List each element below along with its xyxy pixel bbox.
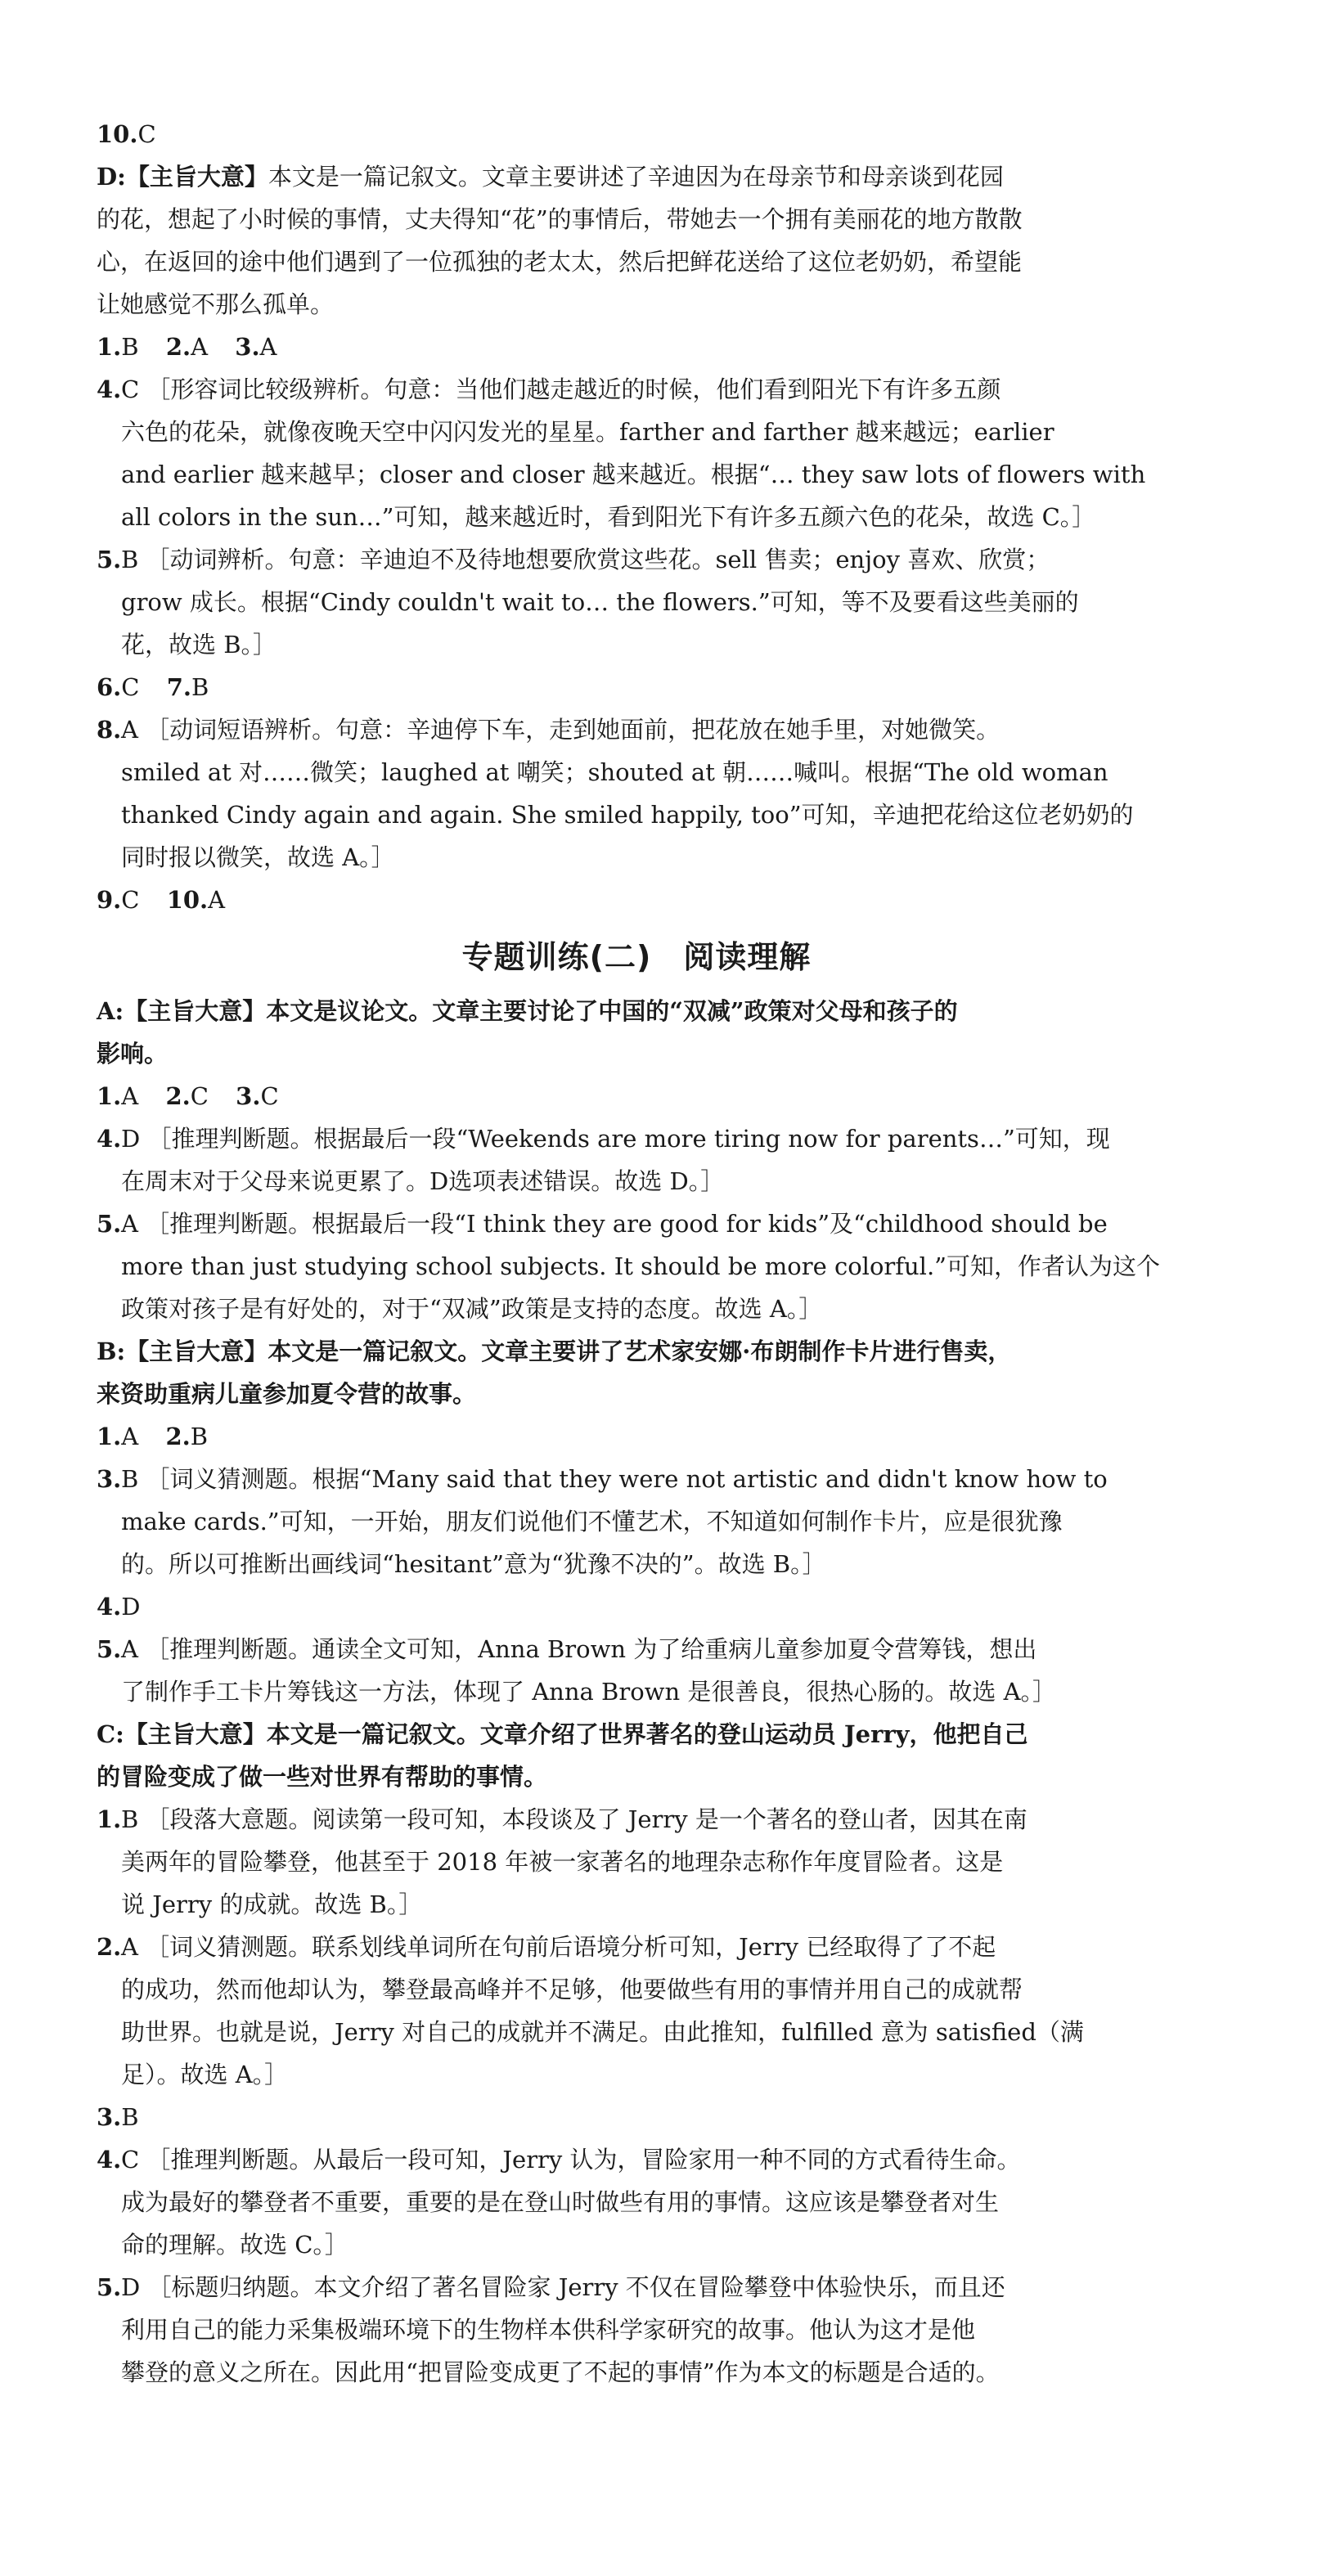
question-number: 4. xyxy=(97,375,122,403)
text-line: make cards.”可知，一开始，朋友们说他们不懂艺术，不知道如何制作卡片，应是很犹豫 xyxy=(121,1508,1063,1535)
explanation-8 xyxy=(97,708,1176,879)
passage-label: C:【主旨大意】 xyxy=(97,1720,267,1748)
answer-line-6-7 xyxy=(97,666,1176,708)
text-line: 心，在返回的途中他们遇到了一位孤独的老太太，然后把鲜花送给了这位老奶奶，希望能 xyxy=(97,248,1023,276)
text-line: thanked Cindy again and again. She smiled happily, too”可知，辛迪把花给这位老奶奶的 xyxy=(121,801,1134,829)
answer-letter: A xyxy=(121,1082,139,1110)
text-line: 的冒险变成了做一些对世界有帮助的事情。 xyxy=(97,1763,548,1791)
answer-letter: B xyxy=(190,1423,209,1450)
text-line: 本文是一篇记叙文。文章主要讲了艺术家安娜·布朗制作卡片进行售卖， xyxy=(268,1337,1012,1365)
answer-letter: C xyxy=(121,886,140,914)
passage-c-explanation-5 xyxy=(97,2266,1176,2394)
text-line: grow 成长。根据“Cindy couldn't wait to… the flowers.”可知，等不及要看这些美丽的 xyxy=(121,588,1079,616)
passage-label: D:【主旨大意】 xyxy=(97,163,268,191)
text-line: D ［推理判断题。根据最后一段“Weekends are more tiring now for parents…”可知，现 xyxy=(121,1125,1110,1153)
passage-c-explanation-1 xyxy=(97,1798,1176,1926)
text-line: 本文是一篇记叙文。文章介绍了世界著名的登山运动员 Jerry，他把自己 xyxy=(266,1720,1028,1748)
text-line: C ［推理判断题。从最后一段可知，Jerry 认为，冒险家用一种不同的方式看待生命。 xyxy=(121,2146,1021,2174)
text-line: B ［动词辨析。句意：辛迪迫不及待地想要欣赏这些花。sell 售卖；enjoy 喜欢、欣赏； xyxy=(121,546,1050,573)
text-line: 花，故选 B。］ xyxy=(121,631,277,659)
question-number: 4. xyxy=(97,1125,122,1153)
text-line: 命的理解。故选 C。］ xyxy=(121,2231,348,2259)
answer-letter: B xyxy=(121,333,139,361)
text-line: 本文是一篇记叙文。文章主要讲述了辛迪因为在母亲节和母亲谈到花园 xyxy=(268,163,1004,191)
passage-label: A:【主旨大意】 xyxy=(97,997,267,1025)
question-number: 8. xyxy=(97,716,122,744)
passage-b-answer-4 xyxy=(97,1585,1176,1628)
passage-b-summary xyxy=(97,1330,1176,1415)
text-line: A ［词义猜测题。联系划线单词所在句前后语境分析可知，Jerry 已经取得了了不起 xyxy=(121,1933,996,1961)
passage-a-summary xyxy=(97,990,1176,1075)
text-line: 同时报以微笑，故选 A。］ xyxy=(121,843,395,871)
question-number: 10. xyxy=(166,886,209,914)
text-line: 六色的花朵，就像夜晚天空中闪闪发光的星星。farther and farther 越来越远；earlier xyxy=(121,418,1054,446)
question-number: 3. xyxy=(97,2103,122,2131)
question-number: 6. xyxy=(97,673,122,701)
question-number: 7. xyxy=(166,673,191,701)
text-line: and earlier 越来越早；closer and closer 越来越近。根据“… they saw lots of flowers with xyxy=(121,461,1146,488)
answer-letter: A xyxy=(191,333,209,361)
text-line: 让她感觉不那么孤单。 xyxy=(97,290,335,318)
passage-b-answers-1-2 xyxy=(97,1415,1176,1458)
passage-c-explanation-4 xyxy=(97,2138,1176,2266)
text-line: more than just studying school subjects. It should be more colorful.”可知，作者认为这个 xyxy=(121,1252,1160,1280)
text-line: 本文是议论文。文章主要讨论了中国的“双减”政策对父母和孩子的 xyxy=(266,997,958,1025)
question-number: 5. xyxy=(97,1210,122,1238)
section-title: 专题训练(二) 阅读理解 xyxy=(461,939,812,975)
text-line: 利用自己的能力采集极端环境下的生物样本供科学家研究的故事。他认为这才是他 xyxy=(121,2316,976,2344)
answer-letter: C xyxy=(121,673,140,701)
passage-a-explanation-4 xyxy=(97,1117,1176,1203)
text-line: 了制作手工卡片筹钱这一方法，体现了 Anna Brown 是很善良，很热心肠的。故选 A。］ xyxy=(121,1678,1057,1706)
question-number: 10. xyxy=(97,120,138,148)
text-line: 的花，想起了小时候的事情，丈夫得知“花”的事情后，带她去一个拥有美丽花的地方散散 xyxy=(97,205,1023,233)
answer-line-9-10 xyxy=(97,879,1176,921)
answer-letter: A xyxy=(259,333,277,361)
passage-c-summary xyxy=(97,1713,1176,1798)
answer-letter: B xyxy=(121,2103,139,2131)
answer-letter: A xyxy=(208,886,226,914)
question-number: 2. xyxy=(165,333,191,361)
text-line: 足）。故选 A。］ xyxy=(121,2061,289,2088)
question-number: 5. xyxy=(97,2273,122,2301)
passage-b-explanation-5 xyxy=(97,1628,1176,1713)
question-number: 1. xyxy=(97,1423,122,1450)
answer-letter: D xyxy=(121,1593,141,1621)
text-line: B ［词义猜测题。根据“Many said that they were not artistic and didn't know how to xyxy=(121,1465,1108,1493)
text-line: C ［形容词比较级辨析。句意：当他们越走越近的时候，他们看到阳光下有许多五颜 xyxy=(121,375,1001,403)
text-line: 成为最好的攀登者不重要，重要的是在登山时做些有用的事情。这应该是攀登者对生 xyxy=(121,2188,1000,2216)
passage-c-explanation-2 xyxy=(97,1926,1176,2096)
text-line: 的成功，然而他却认为，攀登最高峰并不足够，他要做些有用的事情并用自己的成就帮 xyxy=(121,1976,1023,2003)
passage-d-summary xyxy=(97,155,1176,326)
text-line: 美两年的冒险攀登，他甚至于 2018 年被一家著名的地理杂志称作年度冒险者。这是 xyxy=(121,1848,1004,1876)
text-line: D ［标题归纳题。本文介绍了著名冒险家 Jerry 不仅在冒险攀登中体验快乐，而且还 xyxy=(121,2273,1005,2301)
text-line: smiled at 对……微笑；laughed at 嘲笑；shouted at 朝……喊叫。根据“The old woman xyxy=(121,758,1108,786)
passage-b-explanation-3 xyxy=(97,1458,1176,1585)
passage-a-answers-1-3 xyxy=(97,1075,1176,1117)
explanation-4 xyxy=(97,368,1176,538)
answer-letter: C xyxy=(137,120,156,148)
answer-line-1-3 xyxy=(97,326,1176,368)
text-line: 影响。 xyxy=(97,1040,169,1068)
question-number: 4. xyxy=(97,1593,122,1621)
text-line: B ［段落大意题。阅读第一段可知，本段谈及了 Jerry 是一个著名的登山者，因其在南 xyxy=(121,1805,1027,1833)
question-number: 9. xyxy=(97,886,122,914)
text-line: all colors in the sun…”可知，越来越近时，看到阳光下有许多五颜六色的花朵，故选 C。］ xyxy=(121,503,1096,531)
text-line: A ［推理判断题。根据最后一段“I think they are good for kids”及“childhood should be xyxy=(121,1210,1108,1238)
text-line: 政策对孩子是有好处的，对于“双减”政策是支持的态度。故选 A。］ xyxy=(121,1295,823,1323)
answer-letter: B xyxy=(191,673,209,701)
text-line: 在周末对于父母来说更累了。D选项表述错误。故选 D。］ xyxy=(121,1167,725,1195)
passage-label: B:【主旨大意】 xyxy=(97,1337,268,1365)
answer-letter: A xyxy=(121,1423,139,1450)
text-line: A ［推理判断题。通读全文可知，Anna Brown 为了给重病儿童参加夏令营筹钱，想出 xyxy=(121,1635,1037,1663)
text-line: 的。所以可推断出画线词“hesitant”意为“犹豫不决的”。故选 B。］ xyxy=(121,1550,826,1578)
question-number: 5. xyxy=(97,1635,122,1663)
question-number: 5. xyxy=(97,546,122,573)
question-number: 3. xyxy=(236,1082,261,1110)
passage-a-explanation-5 xyxy=(97,1203,1176,1330)
text-line: 攀登的意义之所在。因此用“把冒险变成更了不起的事情”作为本文的标题是合适的。 xyxy=(121,2358,1000,2386)
question-number: 1. xyxy=(97,333,122,361)
question-number: 2. xyxy=(97,1933,122,1961)
question-number: 1. xyxy=(97,1805,122,1833)
answer-line-10 xyxy=(97,113,1176,155)
question-number: 3. xyxy=(97,1465,122,1493)
text-line: A ［动词短语辨析。句意：辛迪停下车，走到她面前，把花放在她手里，对她微笑。 xyxy=(121,716,1001,744)
text-line: 来资助重病儿童参加夏令营的故事。 xyxy=(97,1380,477,1408)
answer-letter: C xyxy=(260,1082,279,1110)
question-number: 1. xyxy=(97,1082,122,1110)
question-number: 2. xyxy=(165,1423,191,1450)
question-number: 2. xyxy=(165,1082,191,1110)
text-line: 助世界。也就是说，Jerry 对自己的成就并不满足。由此推知，fulfilled 意为 satisfied（满 xyxy=(121,2018,1084,2046)
question-number: 3. xyxy=(235,333,260,361)
question-number: 4. xyxy=(97,2146,122,2174)
text-line: 说 Jerry 的成就。故选 B。］ xyxy=(121,1890,423,1918)
explanation-5 xyxy=(97,538,1176,666)
answer-letter: C xyxy=(190,1082,209,1110)
passage-c-answer-3 xyxy=(97,2096,1176,2138)
